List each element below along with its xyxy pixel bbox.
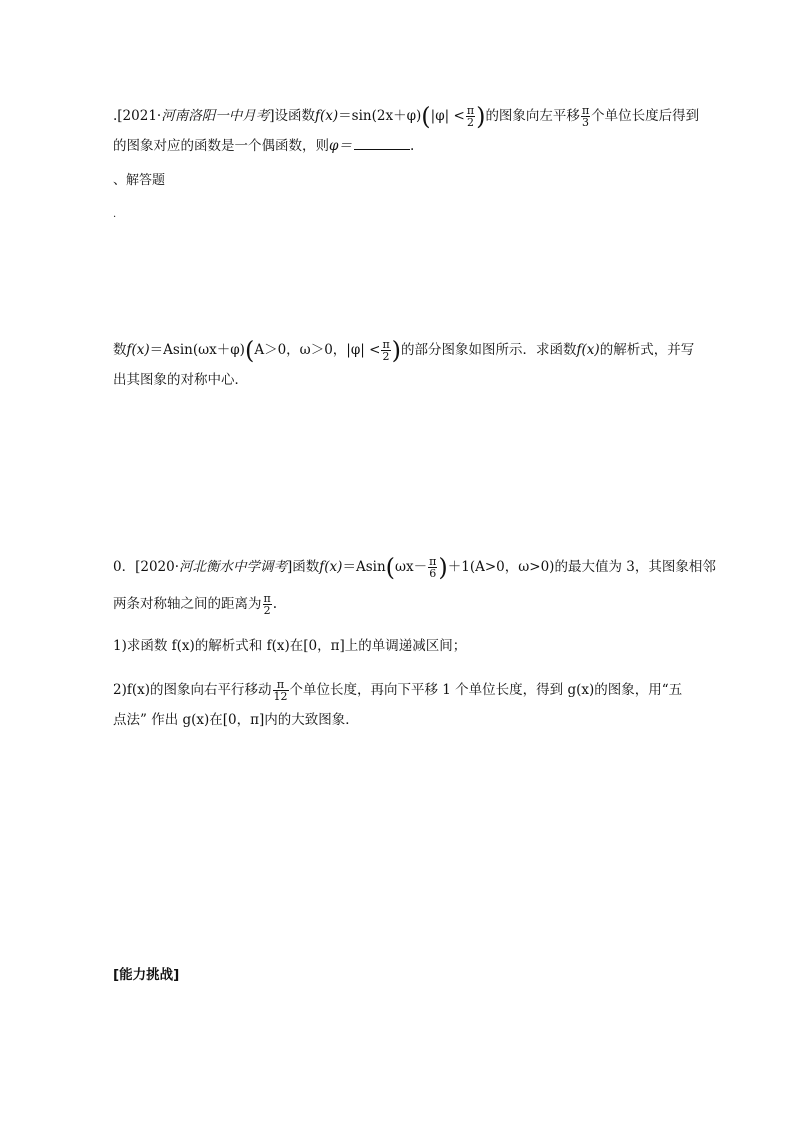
- ability-heading: [能力挑战]: [113, 967, 180, 983]
- q1-cond: |φ| <: [430, 108, 465, 124]
- q2-line1: 数f(x)＝Asin(ωx＋φ)(A＞0，ω＞0，|φ| < $\frac{\pi}{2}$ )的部分图象如图所示．求函数f(x)的解析式，并写: [113, 336, 695, 365]
- q1-text-c: 的图象向左平移: [485, 108, 580, 124]
- q3-frac-pi-12: $\frac{\pi}{12}$: [273, 678, 288, 703]
- q1-text-b: ＝sin(2x＋φ): [338, 108, 422, 124]
- q3-line2-end: .: [272, 596, 278, 612]
- q1-line2-text: 的图象对应的函数是一个偶函数，则: [113, 138, 329, 154]
- q3-sub1: 1)求函数 f(x)的解析式和 f(x)在[0，π]上的单调递减区间；: [113, 638, 467, 654]
- q2-t4: 的解析式，并写: [599, 342, 695, 358]
- q3-sub2-line2: 点法” 作出 g(x)在[0，π]内的大致图象．: [113, 712, 359, 728]
- q3-func: f(x): [319, 559, 343, 575]
- q2-cond: A＞0，ω＞0，|φ| <: [254, 342, 381, 358]
- q2-func: f(x): [126, 342, 150, 358]
- q3-frac-pi-2: $\frac{\pi}{2}$: [263, 592, 271, 617]
- q1-source: 河南洛阳一中月考: [161, 108, 270, 124]
- q2-frac-pi-2: $\frac{\pi}{2}$: [382, 338, 390, 363]
- q3-prefix: 0．[2020·: [113, 559, 180, 575]
- q3-t2: ＝Asin: [342, 559, 386, 575]
- q2-t2: ＝Asin(ωx＋φ): [149, 342, 245, 358]
- q3-line1: 0．[2020·河北衡水中学调考]函数f(x)＝Asin(ωx－ $\frac{\pi}{6}$ )＋1(A>0，ω>0)的最大值为 3，其图象相邻: [113, 553, 716, 582]
- q3-inner: ωx－: [395, 559, 428, 575]
- q3-line2: [113, 593, 277, 616]
- stray-dot: .: [113, 209, 117, 220]
- q1-prefix: .[2021·: [113, 108, 162, 124]
- q1-line2-end: .: [409, 138, 415, 154]
- q2-t1: 数: [113, 342, 127, 358]
- q2-func2: f(x): [576, 342, 600, 358]
- q1-frac-pi-2: $\frac{\pi}{2}$: [466, 104, 475, 129]
- q2-t3: 的部分图象如图所示．求函数: [401, 342, 577, 358]
- q1-phi: φ＝: [329, 138, 352, 154]
- q3-sub2-b: 个单位长度，再向下平移 1 个单位长度，得到 g(x)的图象，用“五: [289, 682, 683, 698]
- q1-func: f(x): [315, 108, 339, 124]
- q1-line2: [113, 137, 414, 155]
- section-heading: 、解答题: [113, 173, 166, 188]
- q3-source: 河北衡水中学调考: [179, 559, 288, 575]
- q1-text-a: ]设函数: [269, 108, 315, 124]
- q3-line2-text: 两条对称轴之间的距离为: [113, 596, 262, 612]
- q1-answer-blank[interactable]: [354, 137, 410, 150]
- q1-line1: .[2021·河南洛阳一中月考]设函数f(x)＝sin(2x＋φ)(|φ| < $\frac{\pi}{2}$ )的图象向左平移 $\frac{\pi}{3}$ 个单位长度后得到: [113, 102, 700, 131]
- q1-frac-pi-3: $\frac{\pi}{3}$: [581, 104, 590, 129]
- q3-frac-pi-6: $\frac{\pi}{6}$: [429, 555, 437, 580]
- q2-line2: 出其图象的对称中心．: [113, 372, 248, 388]
- q3-t1: ]函数: [287, 559, 320, 575]
- q3-t3: ＋1(A>0，ω>0)的最大值为 3，其图象相邻: [447, 559, 716, 575]
- q3-sub2-a: 2)f(x)的图象向右平行移动: [113, 682, 272, 698]
- q3-sub2-line1: [113, 679, 682, 702]
- q1-text-d: 个单位长度后得到: [591, 108, 700, 124]
